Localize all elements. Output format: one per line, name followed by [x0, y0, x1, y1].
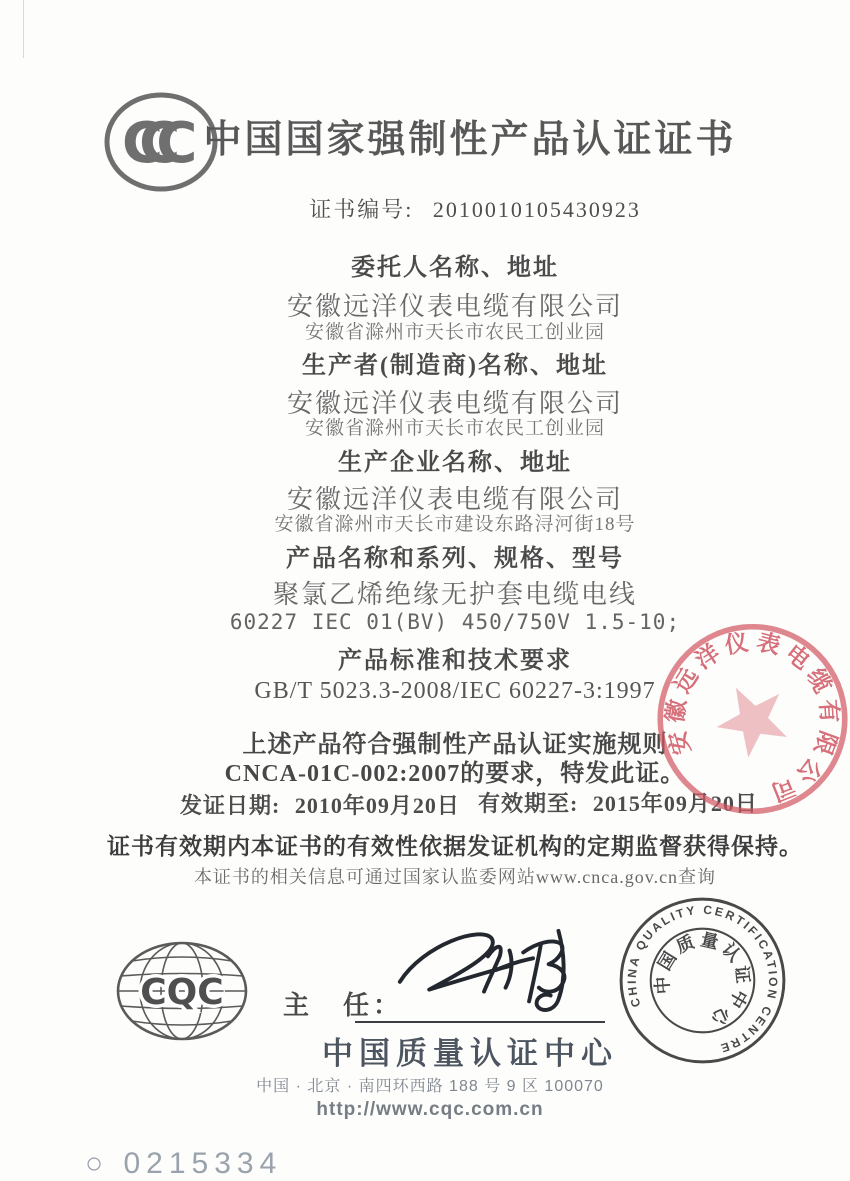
company-seal-text: 安徽远洋仪表电缆有限公司 — [662, 628, 843, 807]
cqc-logo-letters: CQC — [140, 972, 224, 1013]
expiry-date-label: 有效期至: — [478, 791, 579, 816]
statement-line2: CNCA-01C-002:2007的要求，特发此证。 — [224, 761, 686, 787]
product-model: 60227 IEC 01(BV) 450/750V 1.5-10; — [229, 610, 681, 634]
applicant-heading: 委托人名称、地址 — [351, 255, 559, 281]
organization-name: 中国质量认证中心 — [322, 1036, 618, 1071]
seal-star-icon — [705, 671, 799, 764]
standard-heading: 产品标准和技术要求 — [338, 648, 572, 674]
cqc-stamp-text-cn: 中国质量认证中心 — [651, 929, 754, 1031]
cqc-black-stamp — [610, 888, 795, 1073]
certificate-title: 中国国家强制性产品认证证书 — [203, 119, 737, 161]
applicant-address: 安徽省滁州市天长市农民工创业园 — [304, 322, 605, 343]
svg-text:CHINA QUALITY CERTIFICATION CE — [610, 888, 795, 1073]
cqc-stamp-text-en: CHINA QUALITY CERTIFICATION CENTRE — [624, 902, 781, 1056]
ccc-logo-letters: CCC — [122, 111, 174, 176]
certificate-number-row — [100, 193, 850, 224]
product-name: 聚氯乙烯绝缘无护套电缆电线 — [272, 580, 637, 609]
footer-website: http://www.cqc.com.cn — [316, 1099, 544, 1120]
director-label: 主 任： — [283, 991, 404, 1020]
applicant-name: 安徽远洋仪表电缆有限公司 — [286, 292, 623, 321]
manufacturer-address: 安徽省滁州市天长市农民工创业园 — [304, 418, 605, 439]
partial-serial-number: ○ 0215334 — [85, 1147, 283, 1180]
manufacturer-name: 安徽远洋仪表电缆有限公司 — [286, 389, 623, 418]
product-heading: 产品名称和系列、规格、型号 — [286, 546, 624, 572]
signature-underline — [355, 1021, 605, 1023]
manufacturer-heading: 生产者(制造商)名称、地址 — [302, 353, 608, 379]
director-signature — [392, 922, 627, 1022]
info-note: 本证书的相关信息可通过国家认监委网站www.cnca.gov.cn查询 — [193, 867, 717, 887]
validity-note: 证书有效期内本证书的有效性依据发证机构的定期监督获得保持。 — [107, 834, 803, 859]
company-red-seal — [650, 614, 850, 824]
cqc-logo-icon — [114, 940, 250, 1042]
expiry-date-value: 2015年09月20日 — [592, 791, 758, 816]
issue-date-row — [180, 789, 460, 820]
certificate-number-label: 证书编号: — [309, 197, 414, 222]
issue-date-label: 发证日期: — [180, 793, 281, 818]
issue-date-value: 2010年09月20日 — [294, 793, 460, 818]
standard-value: GB/T 5023.3-2008/IEC 60227-3:1997 — [254, 678, 656, 704]
footer-address: 中国 · 北京 · 南四环西路 188 号 9 区 100070 — [256, 1078, 604, 1095]
factory-name: 安徽远洋仪表电缆有限公司 — [286, 485, 623, 514]
scan-edge-artifact — [23, 0, 24, 58]
certificate-number-value: 2010010105430923 — [432, 197, 641, 222]
statement-line1: 上述产品符合强制性产品认证实施规则 — [242, 732, 668, 758]
factory-heading: 生产企业名称、地址 — [338, 450, 572, 476]
factory-address: 安徽省滁州市天长市建设东路浔河街18号 — [274, 514, 636, 535]
